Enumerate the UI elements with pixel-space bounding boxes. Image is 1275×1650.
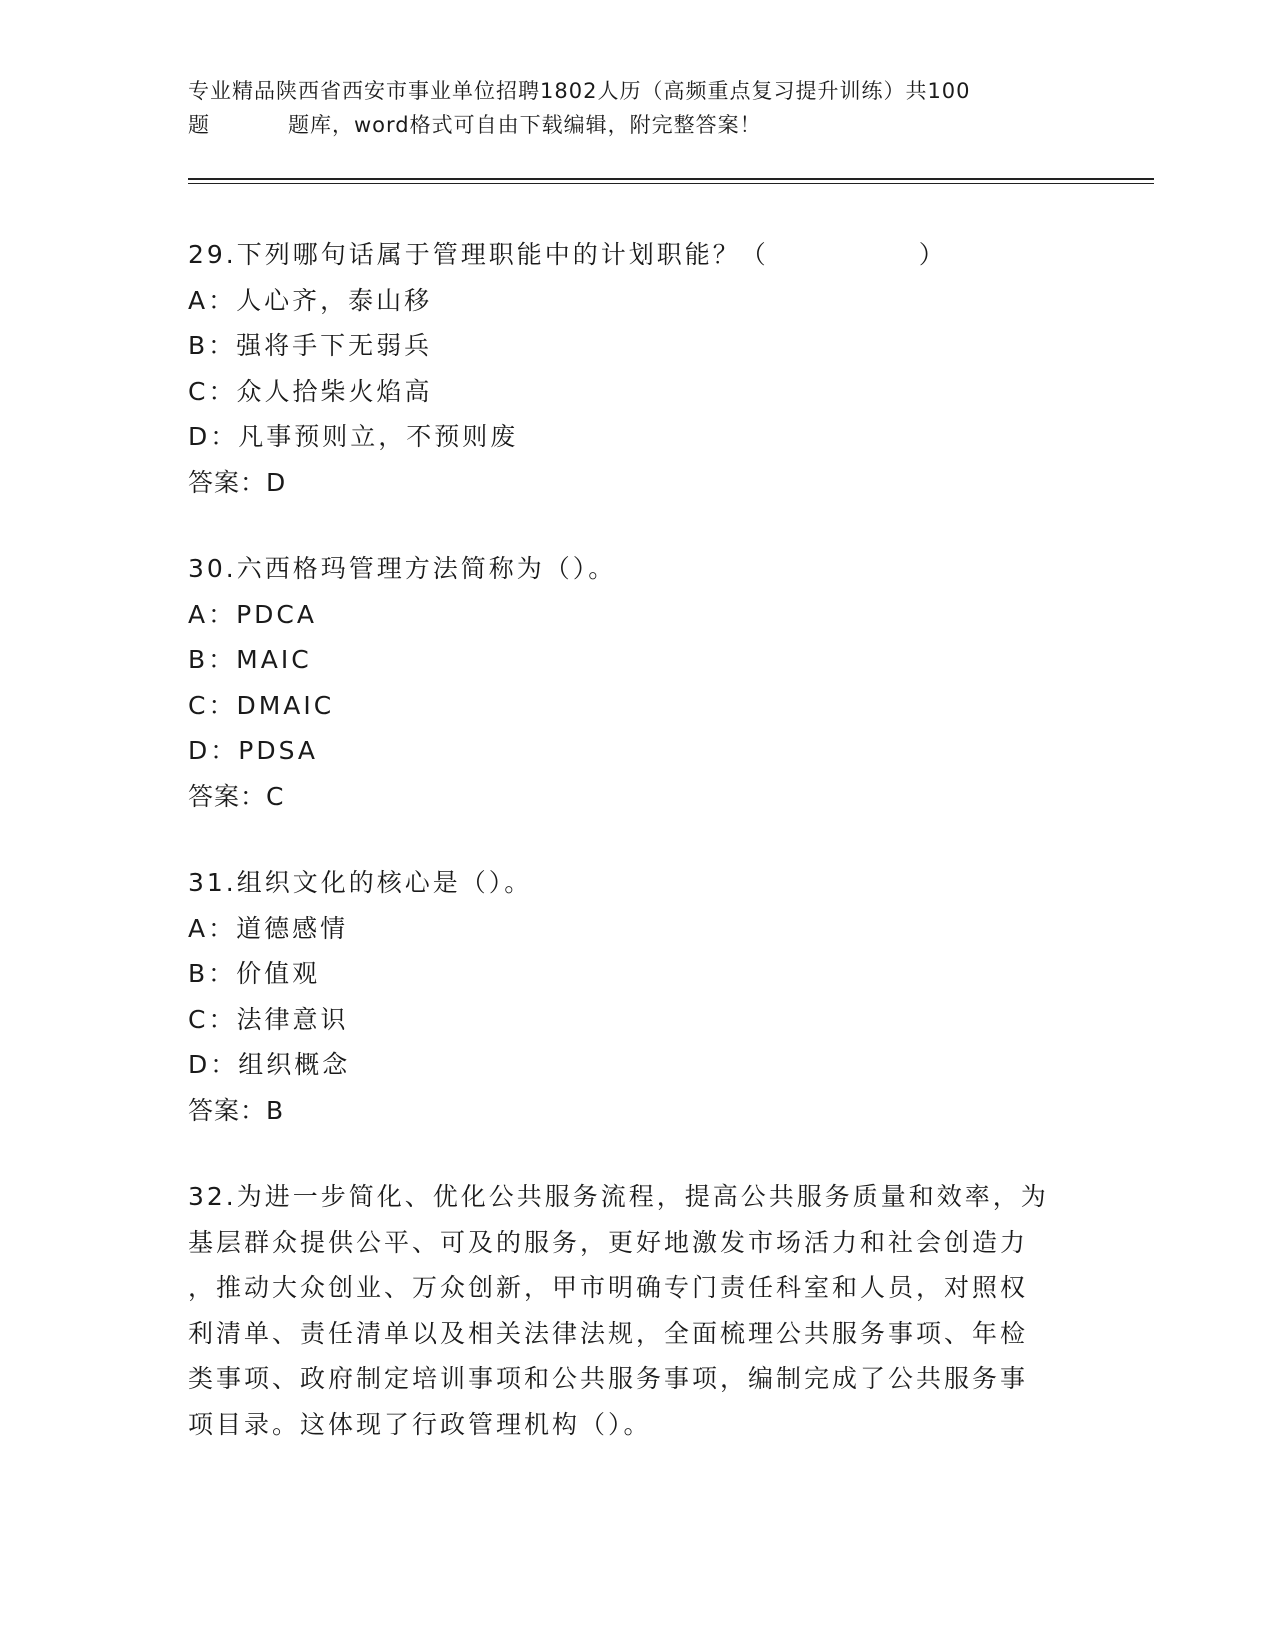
question-stem: 30.六西格玛管理方法简称为（）。 [188,554,617,583]
option-b: B：价值观 [188,959,321,988]
question-stem-line-3: ，推动大众创业、万众创新，甲市明确专门责任科室和人员，对照权 [188,1273,1029,1302]
option-a: A：人心齐，泰山移 [188,285,433,315]
answer-label: 答案：D [188,467,287,497]
question-list [188,232,1088,1488]
question-stem-line-4: 利清单、责任清单以及相关法律法规，全面梳理公共服务事项、年检 [188,1318,1029,1348]
option-a: A：道德感情 [188,913,349,943]
question-stem-close: ） [918,240,947,269]
option-b: B：强将手下无弱兵 [188,331,433,360]
question-stem-line-1: 32.为进一步简化、优化公共服务流程，提高公共服务质量和效率，为 [188,1182,1049,1211]
question-stem-line-6: 项目录。这体现了行政管理机构（）。 [188,1409,652,1439]
header-line-2-b: 题库，word格式可自由下载编辑，附完整答案！ [288,113,762,137]
header-rule-thin [188,183,1154,184]
question-stem-line-2: 基层群众提供公平、可及的服务，更好地激发市场活力和社会创造力 [188,1227,1029,1257]
header-line-1: 专业精品陕西省西安市事业单位招聘1802人历（高频重点复习提升训练）共100 [188,79,971,103]
option-c: C：法律意识 [188,1004,349,1034]
question-30 [188,546,1088,819]
document-header [188,74,1068,142]
header-rule-thick [188,178,1154,180]
option-b: B：MAIC [188,645,312,674]
question-31 [188,860,1088,1133]
question-stem: 31.组织文化的核心是（）。 [188,868,533,897]
answer-label: 答案：B [188,1095,285,1125]
question-stem-text: 29.下列哪句话属于管理职能中的计划职能？（ [188,240,769,269]
header-line-2 [188,108,1068,142]
question-stem [188,232,1088,278]
question-32 [188,1174,1088,1447]
question-stem-line-5: 类事项、政府制定培训事项和公共服务事项，编制完成了公共服务事 [188,1364,1029,1393]
option-d: D：PDSA [188,736,319,765]
question-29 [188,232,1088,505]
option-a: A：PDCA [188,599,317,629]
option-d: D：组织概念 [188,1050,351,1079]
answer-label: 答案：C [188,781,285,811]
option-d: D：凡事预则立，不预则废 [188,422,519,451]
option-c: C：DMAIC [188,690,335,720]
option-c: C：众人拾柴火焰高 [188,376,433,406]
header-line-2-a: 题 [188,113,210,137]
